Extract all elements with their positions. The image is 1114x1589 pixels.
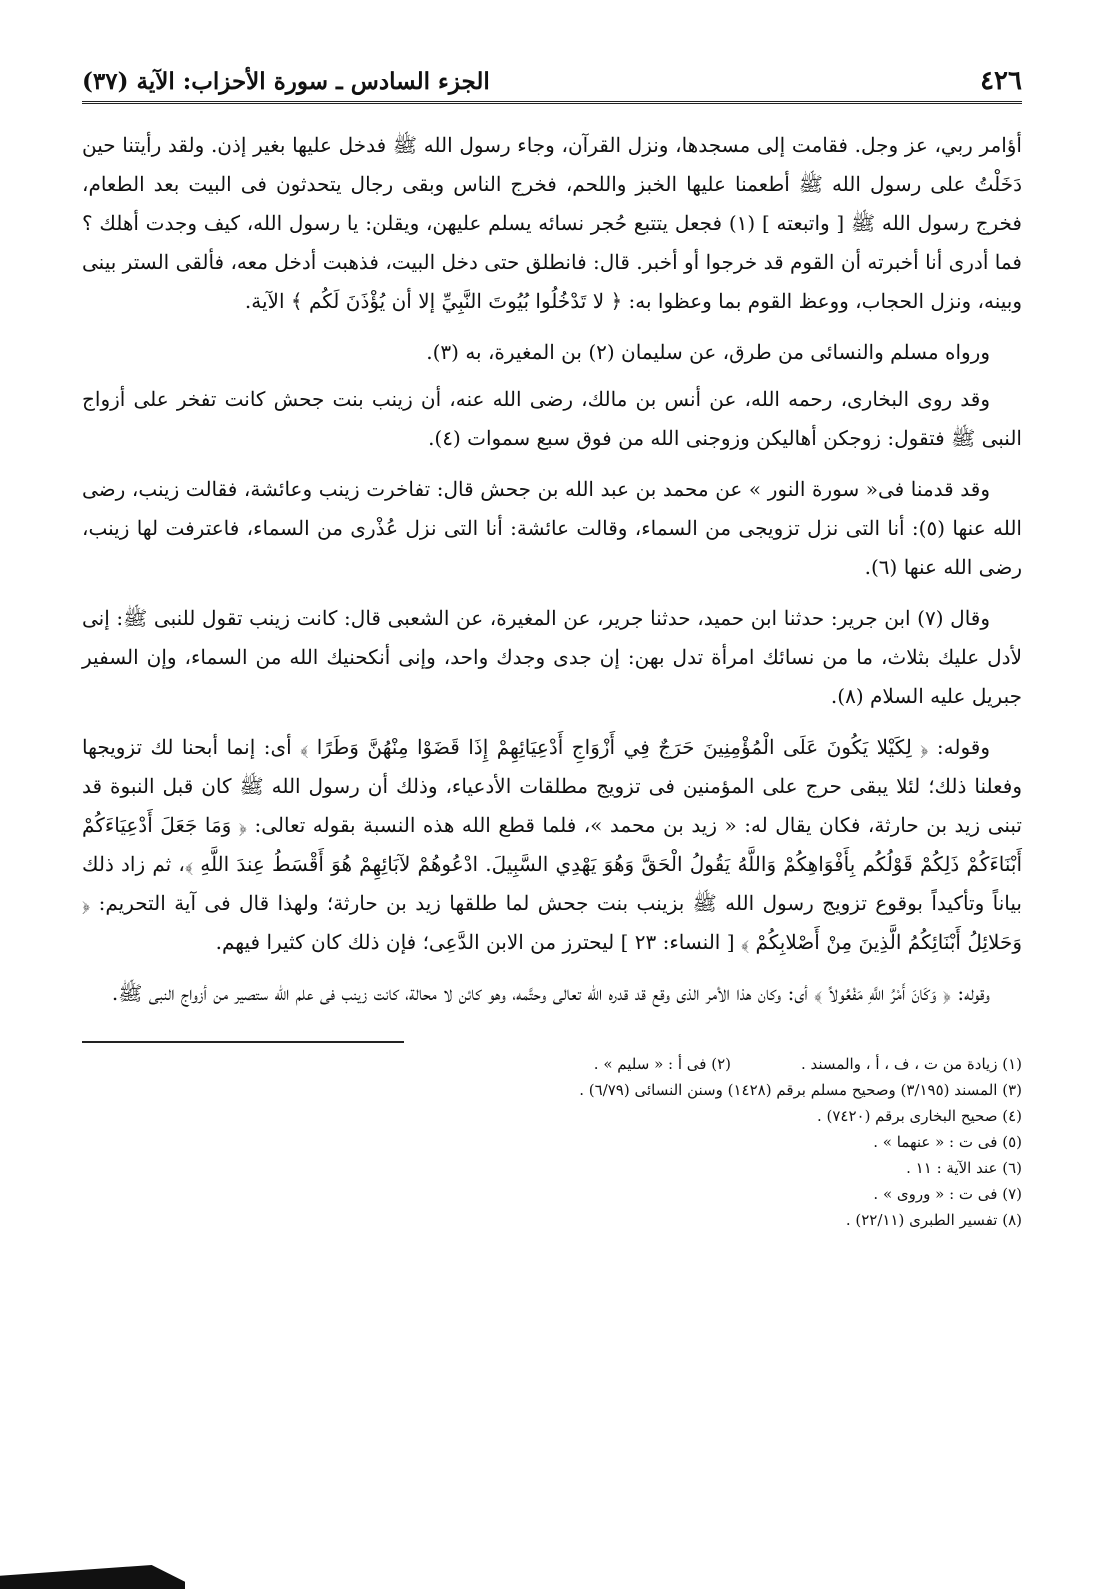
footnote: (٣) المسند (٣/١٩٥) وصحيح مسلم برقم (١٤٢٨) وسنن النسائى (٦/٧٩) . [579,1081,1022,1099]
footnote: (٢) فى أ : « سليم » . [593,1055,731,1073]
page-number: ٤٢٦ [980,66,1022,96]
footnote: (٨) تفسير الطبرى (٢٢/١١) . [845,1211,1022,1229]
paragraph: وقوله: ﴿ وَكَانَ أَمْرُ اللَّهِ مَفْعُولاً ﴾ أى: وكان هذا الأمر الذى وقع قد قدره الله تعالى وحتَّمه، وهو كائن لا محالة، كانت زينب فى علم الله ستصير من أزواج النبى ﷺ. [111,981,990,1005]
footnote-rule [82,1041,404,1043]
footnote-row [82,1051,1022,1077]
page-header [82,60,1022,104]
footnote-separator [82,1041,1022,1043]
book-page [82,60,1022,1233]
paragraph: وقوله: ﴿ لِكَيْلا يَكُونَ عَلَى الْمُؤْمِنِينَ حَرَجٌ فِي أَزْوَاجِ أَدْعِيَائِهِمْ إِذَا قَضَوْا مِنْهُنَّ وَطَرًا ﴾ أى: إنما أبحنا لك تزويجها وفعلنا ذلك؛ لئلا يبقى حرج على المؤمنين فى تزويج مطلقات الأدعياء، وذلك أن رسول الله ﷺ كان قبل النبوة قد تبنى زيد بن حارثة، فكان يقال له: « زيد بن محمد »، فلما قطع الله هذه النسبة بقوله تعالى: ﴿ وَمَا جَعَلَ أَدْعِيَاءَكُمْ أَبْنَاءَكُمْ ذَلِكُمْ قَوْلُكُم بِأَفْوَاهِكُمْ وَاللَّهُ يَقُولُ الْحَقَّ وَهُوَ يَهْدِي السَّبِيلَ. ادْعُوهُمْ لآبَائِهِمْ هُوَ أَقْسَطُ عِندَ اللَّهِ ﴾، ثم زاد ذلك بياناً وتأكيداً بوقوع تزويج رسول الله ﷺ بزينب بنت جحش لما طلقها زيد بن حارثة؛ ولهذا قال فى آية التحريم: ﴿ وَحَلائِلُ أَبْنَائِكُمُ الَّذِينَ مِنْ أَصْلابِكُمْ ﴾ [ النساء: ٢٣ ] ليحترز من الابن الدَّعِى؛ فإن ذلك كان كثيرا فيهم. [82,735,1023,954]
footnote: (٧) فى ت : « وروى » . [873,1185,1022,1203]
main-text [82,126,1022,1013]
footnotes [82,1051,1022,1233]
paragraph: ورواه مسلم والنسائى من طرق، عن سليمان (٢) بن المغيرة، به (٣). [426,340,990,364]
footnote: (١) زيادة من ت ، ف ، أ ، والمسند . [801,1055,1022,1073]
footnote: (٤) صحيح البخارى برقم (٧٤٢٠) . [816,1107,1022,1125]
paragraph: وقال (٧) ابن جرير: حدثنا ابن حميد، حدثنا جرير، عن المغيرة، عن الشعبى قال: كانت زينب تقول للنبى ﷺ: إنى لأدل عليك بثلاث، ما من نسائك امرأة تدل بهن: إن جدى وجدك واحد، وإنى أنكحنيك الله من السماء، وإن السفير جبريل عليه السلام (٨). [82,606,1022,708]
running-title: الجزء السادس ـ سورة الأحزاب: الآية (٣٧) [82,68,490,95]
footnote: (٦) عند الآية : ١١ . [906,1159,1022,1177]
paragraph: وقد روى البخارى، رحمه الله، عن أنس بن مالك، رضى الله عنه، أن زينب بنت جحش كانت تفخر على أزواج النبى ﷺ فتقول: زوجكن أهاليكن وزوجنى الله من فوق سبع سموات (٤). [82,387,1022,450]
footnote: (٥) فى ت : « عنهما » . [873,1133,1022,1151]
scan-edge-shadow [0,1565,185,1589]
paragraph: وقد قدمنا فى« سورة النور » عن محمد بن عبد الله بن جحش قال: تفاخرت زينب وعائشة، فقالت زينب، رضى الله عنها (٥): أنا التى نزل تزويجى من السماء، وقالت عائشة: أنا التى نزل عُذْرى من السماء، فاعترفت لها زينب، رضى الله عنها (٦). [82,477,1022,579]
paragraph: أؤامر ربي، عز وجل. فقامت إلى مسجدها، ونزل القرآن، وجاء رسول الله ﷺ فدخل عليها بغير إذن. ولقد رأيتنا حين دَخَلْتُ على رسول الله ﷺ أطعمنا عليها الخبز واللحم، فخرج الناس وبقى رجال يتحدثون فى البيت بعد الطعام، فخرج رسول الله ﷺ [ واتبعته ] (١) فجعل يتتبع حُجر نسائه يسلم عليهن، ويقلن: يا رسول الله، كيف وجدت أهلك ؟ فما أدرى أنا أخبرته أن القوم قد خرجوا أو أخبر. قال: فانطلق حتى دخل البيت، فذهبت أدخل معه، فألقى الستر بينى وبينه، ونزل الحجاب، ووعظ القوم بما وعظوا به: ﴿ لا تَدْخُلُوا بُيُوتَ النَّبِيِّ إلا أن يُؤْذَنَ لَكُم ﴾ الآية. [82,133,1022,313]
